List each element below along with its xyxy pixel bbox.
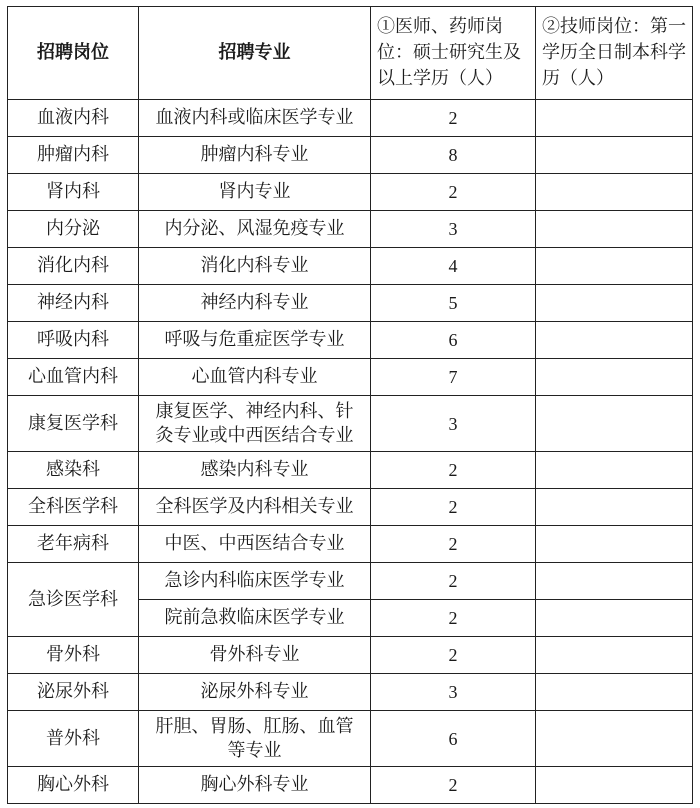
major-cell: 血液内科或临床医学专业 <box>139 100 371 137</box>
count-cell: 2 <box>371 767 536 804</box>
count-cell: 2 <box>371 563 536 600</box>
major-cell: 肾内专业 <box>139 174 371 211</box>
table-row <box>8 359 693 396</box>
tech-count-cell <box>536 767 693 804</box>
table-row <box>8 563 693 600</box>
count-cell: 2 <box>371 637 536 674</box>
tech-count-cell <box>536 600 693 637</box>
position-cell: 血液内科 <box>8 100 139 137</box>
count-cell: 3 <box>371 396 536 452</box>
header-technician: ②技师岗位：第一学历全日制本科学历（人） <box>536 7 693 100</box>
position-cell: 内分泌 <box>8 211 139 248</box>
major-cell: 心血管内科专业 <box>139 359 371 396</box>
count-cell: 6 <box>371 711 536 767</box>
major-cell: 感染内科专业 <box>139 452 371 489</box>
major-cell: 消化内科专业 <box>139 248 371 285</box>
position-cell: 感染科 <box>8 452 139 489</box>
major-cell: 肿瘤内科专业 <box>139 137 371 174</box>
header-row <box>8 7 693 100</box>
major-cell: 泌尿外科专业 <box>139 674 371 711</box>
table-row <box>8 211 693 248</box>
tech-count-cell <box>536 248 693 285</box>
table-row <box>8 637 693 674</box>
count-cell: 2 <box>371 452 536 489</box>
table-header <box>8 7 693 100</box>
major-cell: 骨外科专业 <box>139 637 371 674</box>
major-cell: 中医、中西医结合专业 <box>139 526 371 563</box>
count-cell: 4 <box>371 248 536 285</box>
count-cell: 5 <box>371 285 536 322</box>
major-cell: 呼吸与危重症医学专业 <box>139 322 371 359</box>
count-cell: 2 <box>371 489 536 526</box>
position-cell: 神经内科 <box>8 285 139 322</box>
count-cell: 2 <box>371 174 536 211</box>
count-cell: 6 <box>371 322 536 359</box>
recruitment-table <box>7 6 693 804</box>
header-doctor-pharmacist: ①医师、药师岗位：硕士研究生及以上学历（人） <box>371 7 536 100</box>
position-cell: 呼吸内科 <box>8 322 139 359</box>
major-cell: 胸心外科专业 <box>139 767 371 804</box>
position-cell: 消化内科 <box>8 248 139 285</box>
table-body <box>8 100 693 804</box>
count-cell: 7 <box>371 359 536 396</box>
position-cell: 泌尿外科 <box>8 674 139 711</box>
position-cell: 全科医学科 <box>8 489 139 526</box>
position-cell: 肿瘤内科 <box>8 137 139 174</box>
table-row <box>8 767 693 804</box>
major-cell: 神经内科专业 <box>139 285 371 322</box>
count-cell: 3 <box>371 674 536 711</box>
position-cell: 急诊医学科 <box>8 563 139 637</box>
table-row <box>8 322 693 359</box>
table-row <box>8 100 693 137</box>
tech-count-cell <box>536 137 693 174</box>
tech-count-cell <box>536 637 693 674</box>
tech-count-cell <box>536 285 693 322</box>
position-cell: 老年病科 <box>8 526 139 563</box>
tech-count-cell <box>536 359 693 396</box>
major-cell: 康复医学、神经内科、针灸专业或中西医结合专业 <box>139 396 371 452</box>
tech-count-cell <box>536 211 693 248</box>
count-cell: 2 <box>371 600 536 637</box>
position-cell: 普外科 <box>8 711 139 767</box>
position-cell: 胸心外科 <box>8 767 139 804</box>
count-cell: 2 <box>371 100 536 137</box>
count-cell: 2 <box>371 526 536 563</box>
tech-count-cell <box>536 396 693 452</box>
major-cell: 内分泌、风湿免疫专业 <box>139 211 371 248</box>
table-row <box>8 137 693 174</box>
count-cell: 3 <box>371 211 536 248</box>
major-cell: 院前急救临床医学专业 <box>139 600 371 637</box>
table-row <box>8 711 693 767</box>
count-cell: 8 <box>371 137 536 174</box>
tech-count-cell <box>536 489 693 526</box>
tech-count-cell <box>536 100 693 137</box>
tech-count-cell <box>536 322 693 359</box>
tech-count-cell <box>536 674 693 711</box>
major-cell: 全科医学及内科相关专业 <box>139 489 371 526</box>
tech-count-cell <box>536 452 693 489</box>
tech-count-cell <box>536 526 693 563</box>
position-cell: 骨外科 <box>8 637 139 674</box>
tech-count-cell <box>536 563 693 600</box>
table-row <box>8 396 693 452</box>
header-position: 招聘岗位 <box>8 7 139 100</box>
position-cell: 肾内科 <box>8 174 139 211</box>
position-cell: 康复医学科 <box>8 396 139 452</box>
table-row <box>8 452 693 489</box>
table-row <box>8 526 693 563</box>
position-cell: 心血管内科 <box>8 359 139 396</box>
major-cell: 急诊内科临床医学专业 <box>139 563 371 600</box>
table-row <box>8 674 693 711</box>
table-row <box>8 174 693 211</box>
table-row <box>8 248 693 285</box>
tech-count-cell <box>536 174 693 211</box>
table-row <box>8 489 693 526</box>
header-major: 招聘专业 <box>139 7 371 100</box>
tech-count-cell <box>536 711 693 767</box>
table-row <box>8 285 693 322</box>
major-cell: 肝胆、胃肠、肛肠、血管等专业 <box>139 711 371 767</box>
